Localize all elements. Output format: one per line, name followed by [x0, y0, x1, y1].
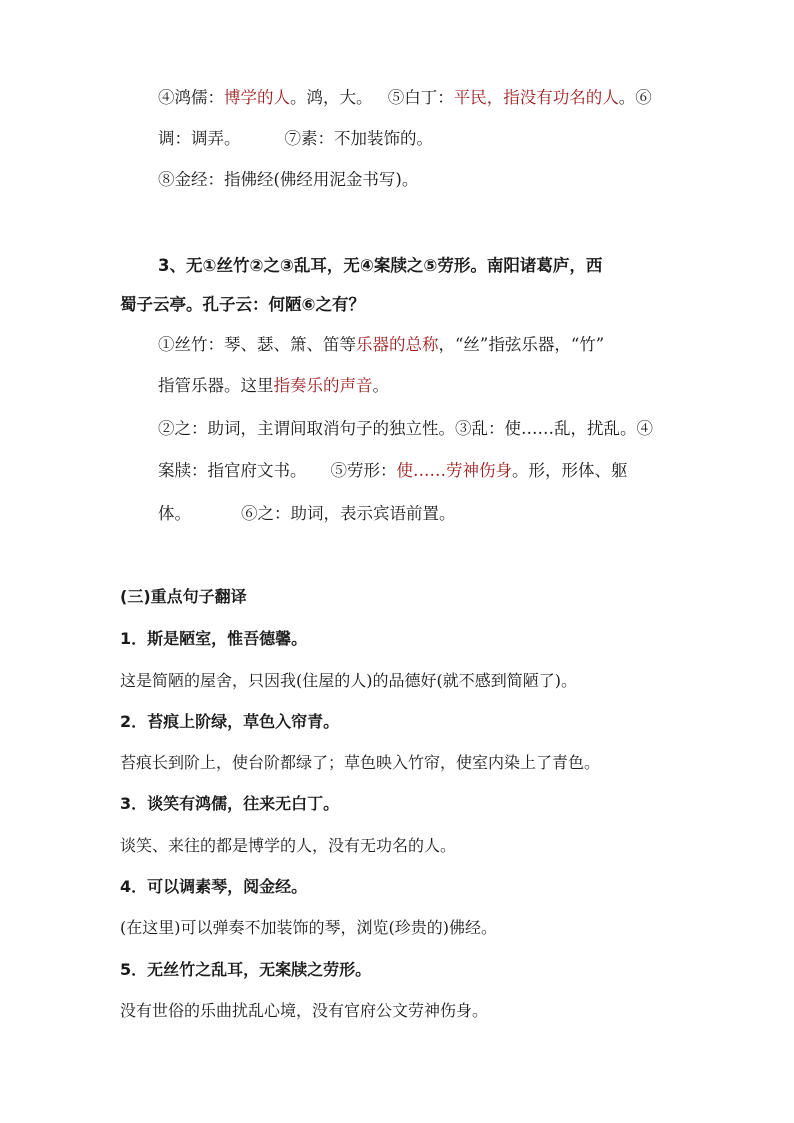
note-line-tiao [158, 127, 433, 151]
sentence-original-text: 1．斯是陋室，惟吾德馨。 [120, 629, 308, 648]
note-term-hongru: ④鸿儒： [158, 88, 224, 107]
note-text: 。⑥ [618, 88, 652, 107]
sentence-original-text: 4．可以调素琴，阅金经。 [120, 877, 308, 896]
sentence-original-1 [120, 627, 307, 651]
note-def-hongru: 博学的人 [224, 88, 290, 107]
sentence-translation-text: 没有世俗的乐曲扰乱心境，没有官府公文劳神伤身。 [120, 1001, 489, 1020]
note-line-andu [158, 459, 628, 483]
note-term-tiao: 调：调弄。 [158, 129, 241, 148]
note-text: 。鸿，大。 [290, 88, 373, 107]
note-text: 。 [372, 376, 389, 395]
passage-line-1 [158, 254, 602, 278]
sentence-translation-1 [120, 669, 577, 693]
sentence-original-text: 5．无丝竹之乱耳，无案牍之劳形。 [120, 960, 372, 979]
note-term-andu: 案牍：指官府文书。 [158, 461, 307, 480]
note-text: ，“丝”指弦乐器，“竹” [438, 335, 605, 354]
note-line-zhi-binyu [158, 502, 456, 526]
sentence-translation-4 [120, 916, 497, 940]
sentence-original-text: 3．谈笑有鸿儒，往来无白丁。 [120, 794, 340, 813]
note-text: 。形，形体、躯 [512, 461, 628, 480]
section-title-text: (三)重点句子翻译 [120, 587, 247, 606]
note-line-zhi-luan [158, 417, 653, 441]
sentence-translation-text: 谈笑、来往的都是博学的人，没有无功名的人。 [120, 836, 457, 855]
passage-text: 蜀子云亭。孔子云：何陋⑥之有？ [120, 295, 365, 314]
section-title [120, 585, 247, 609]
note-text: 指管乐器。这里 [158, 376, 274, 395]
note-text: 体。 [158, 504, 191, 523]
note-term-sizhu: ①丝竹：琴、瑟、箫、笛等 [158, 335, 356, 354]
sentence-translation-5 [120, 999, 488, 1023]
sentence-translation-text: (在这里)可以弹奏不加装饰的琴，浏览(珍贵的)佛经。 [120, 918, 497, 937]
note-def-laoxing: 使……劳神伤身 [396, 461, 512, 480]
sentence-translation-3 [120, 834, 456, 858]
note-def-zouyue: 指奏乐的声音 [273, 376, 373, 395]
note-term-laoxing: ⑤劳形： [330, 461, 397, 480]
sentence-translation-text: 这是简陋的屋舍，只因我(住屋的人)的品德好(就不感到简陋了)。 [120, 671, 577, 690]
note-term-su: ⑦素：不加装饰的。 [284, 129, 433, 148]
note-line-guanyueqi [158, 374, 389, 398]
note-term-zhi: ⑥之：助词，表示宾语前置。 [241, 504, 456, 523]
sentence-original-text: 2．苔痕上阶绿，草色入帘青。 [120, 712, 340, 731]
passage-line-2 [120, 293, 365, 317]
note-term-baiding: ⑤白丁： [387, 88, 454, 107]
sentence-original-4 [120, 875, 307, 899]
note-text: ②之：助词，主谓间取消句子的独立性。③乱：使……乱，扰乱。④ [158, 419, 653, 438]
sentence-original-2 [120, 710, 339, 734]
note-line-hongru [158, 86, 652, 110]
note-line-jinjing [158, 168, 418, 192]
sentence-original-3 [120, 792, 339, 816]
note-line-sizhu [158, 333, 604, 357]
passage-text: 3、无①丝竹②之③乱耳，无④案牍之⑤劳形。南阳诸葛庐，西 [158, 256, 603, 275]
note-term-jinjing: ⑧金经：指佛经(佛经用泥金书写)。 [158, 170, 419, 189]
sentence-original-5 [120, 958, 371, 982]
note-def-sizhu: 乐器的总称 [356, 335, 439, 354]
sentence-translation-text: 苔痕长到阶上，使台阶都绿了；草色映入竹帘，使室内染上了青色。 [120, 753, 601, 772]
note-def-baiding: 平民，指没有功名的人 [453, 88, 619, 107]
sentence-translation-2 [120, 751, 600, 775]
